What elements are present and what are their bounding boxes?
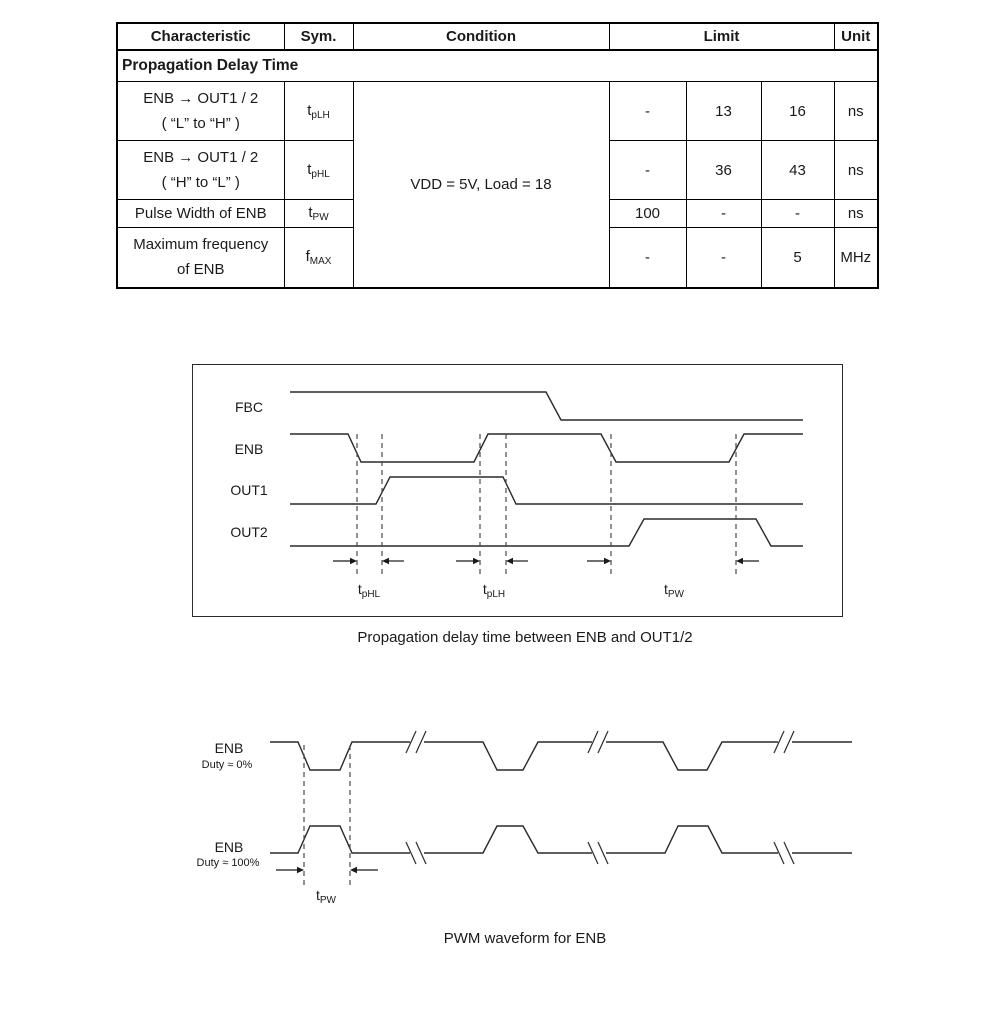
cell-limit-min: -: [609, 228, 686, 288]
cell-limit-max: 5: [761, 228, 834, 288]
cell-characteristic: ENB → OUT1 / 2 ( “H” to “L” ): [117, 141, 284, 200]
enb-duty100-label: ENB: [214, 839, 244, 855]
enb-signal-label: ENB: [234, 441, 264, 457]
enb-duty100-waveform: [270, 826, 852, 864]
cell-limit-max: -: [761, 200, 834, 228]
header-row: [117, 23, 878, 50]
timing-diagram-canvas: [193, 365, 841, 615]
cell-limit-min: -: [609, 141, 686, 200]
col-header-unit: Unit: [834, 23, 878, 50]
cell-unit: MHz: [834, 228, 878, 288]
col-header-limit: Limit: [609, 23, 834, 50]
cell-limit-typ: 36: [686, 141, 761, 200]
fbc-signal-label: FBC: [235, 399, 263, 415]
out1-signal-label: OUT1: [230, 482, 268, 498]
cell-symbol: $t_{PW}$: [284, 200, 353, 228]
dashed-reference-lines: [304, 745, 350, 885]
spec-table: [116, 22, 879, 289]
cell-unit: ns: [834, 82, 878, 141]
cell-unit: ns: [834, 200, 878, 228]
tphl-annotation: $t_{pHL}$: [357, 581, 381, 600]
enb-waveform: [290, 434, 803, 462]
cell-condition: VDD = 5V, Load = 18: [353, 82, 609, 288]
cell-limit-min: 100: [609, 200, 686, 228]
pwm-diagram: [195, 720, 875, 920]
tpw-annotation: $t_{PW}$: [664, 581, 684, 600]
enb-duty0-label: ENB: [214, 740, 244, 756]
cell-symbol: $t_{pHL}$: [284, 141, 353, 200]
cell-symbol: $f_{MAX}$: [284, 228, 353, 288]
tpw-annotation: $t_{PW}$: [316, 887, 336, 906]
cell-characteristic: ENB → OUT1 / 2 ( “L” to “H” ): [117, 82, 284, 141]
measurement-arrows: [276, 867, 378, 873]
section-title: Propagation Delay Time: [117, 50, 878, 82]
col-header-condition: Condition: [353, 23, 609, 50]
diagram2-caption: PWM waveform for ENB: [443, 930, 607, 947]
enb-duty0-waveform: [270, 731, 852, 770]
table-row: [117, 82, 878, 141]
cell-limit-min: -: [609, 82, 686, 141]
enb-duty0-value: Duty ≈ 0%: [201, 759, 253, 771]
section-row-propagation-delay: [117, 50, 878, 82]
diagram1-caption: Propagation delay time between ENB and OUT1/2: [357, 629, 693, 646]
out1-waveform: [290, 477, 803, 504]
propagation-delay-diagram: [192, 364, 843, 617]
cell-characteristic: Pulse Width of ENB: [117, 200, 284, 228]
cell-limit-typ: 13: [686, 82, 761, 141]
col-header-characteristic: Characteristic: [117, 23, 284, 50]
enb-duty100-value: Duty ≈ 100%: [196, 857, 260, 869]
tplh-annotation: $t_{pLH}$: [482, 581, 506, 600]
cell-limit-max: 16: [761, 82, 834, 141]
cell-unit: ns: [834, 141, 878, 200]
cell-symbol: $t_{pLH}$: [284, 82, 353, 141]
cell-limit-typ: -: [686, 228, 761, 288]
cell-limit-typ: -: [686, 200, 761, 228]
cell-characteristic: Maximum frequency of ENB: [117, 228, 284, 288]
measurement-arrows: [333, 558, 759, 564]
cell-limit-max: 43: [761, 141, 834, 200]
out2-signal-label: OUT2: [230, 524, 268, 540]
fbc-waveform: [290, 392, 803, 420]
out2-waveform: [290, 519, 803, 546]
col-header-sym: Sym.: [284, 23, 353, 50]
